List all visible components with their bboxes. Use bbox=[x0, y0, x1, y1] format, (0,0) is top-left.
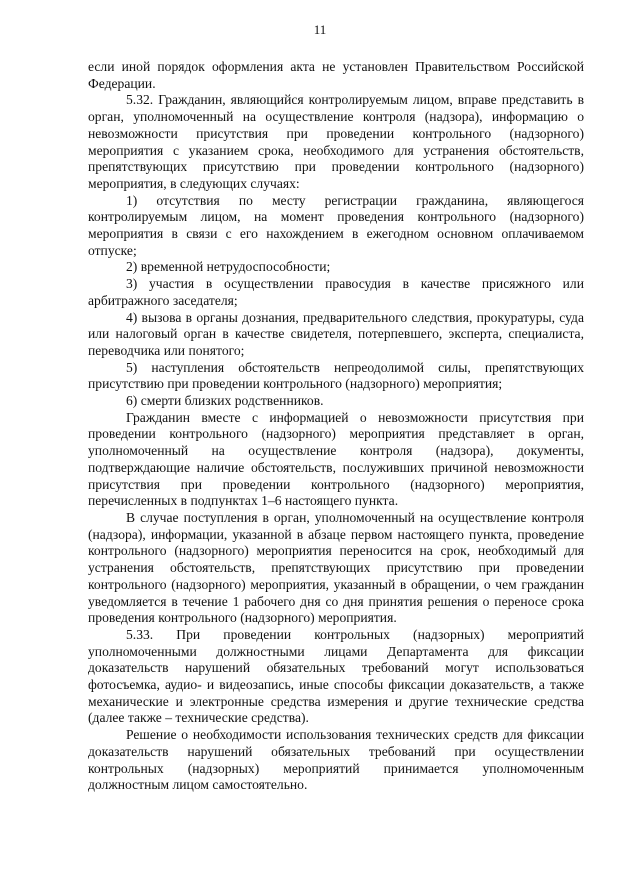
list-item-6: 6) смерти близких родственников. bbox=[126, 393, 324, 409]
paragraph-postponement: В случае поступления в орган, уполномоченный на осуществление контроля (надзора), информации, указанной в абзаце первом настоящего пункта, проведение контрольного (надзорного) мероприятия переносится на срок, необходимый для устранения обстоятельств, препятствующих присутствию при проведении контрольного (надзорного) мероприятия, указанный в обращении, о чем гражданин уведомляется в течение 1 рабочего дня со дня принятия решения о переносе срока проведения контрольного (надзорного) мероприятия. bbox=[88, 509, 584, 626]
page-number: 11 bbox=[313, 22, 327, 37]
list-item-3: 3) участия в осуществлении правосудия в качестве присяжного или арбитражного заседателя; bbox=[88, 276, 584, 308]
list-item-2: 2) временной нетрудоспособности; bbox=[126, 259, 331, 275]
list-item-4: 4) вызова в органы дознания, предварительного следствия, прокуратуры, суда или налоговый орган в качестве свидетеля, потерпевшего, эксперта, специалиста, переводчика или понятого; bbox=[88, 309, 584, 358]
document-body bbox=[88, 59, 584, 794]
paragraph-documents: Гражданин вместе с информацией о невозможности присутствия при проведении контрольного (надзорного) мероприятия представляет в орган, уполномоченный на осуществление контроля (надзора), документы, подтверждающие наличие обстоятельств, послуживших причиной невозможности присутствия при проведении контрольного (надзорного) мероприятия, перечисленных в подпунктах 1–6 настоящего пункта. bbox=[88, 409, 584, 509]
list-item-5: 5) наступления обстоятельств непреодолимой силы, препятствующих присутствию при проведении контрольного (надзорного) мероприятия; bbox=[88, 359, 584, 392]
paragraph-5-32: 5.32. Гражданин, являющийся контролируемым лицом, вправе представить в орган, уполномоченный на осуществление контроля (надзора), информацию о невозможности присутствия при проведении контрольного (надзорного) мероприятия с указанием срока, необходимого для устранения обстоятельств, препятствующих присутствию при проведении контрольного (надзорного) мероприятия, в следующих случаях: bbox=[88, 92, 584, 191]
list-item-1: 1) отсутствия по месту регистрации гражданина, являющегося контролируемым лицом, на момент проведения контрольного (надзорного) мероприятия в связи с его нахождением в ежегодном основном оплачиваемом отпуске; bbox=[88, 192, 584, 258]
paragraph-5-33: 5.33. При проведении контрольных (надзорных) мероприятий уполномоченными должностными лицами Департамента для фиксации доказательств нарушений обязательных требований могут использоваться фотосъемка, аудио- и видеозапись, иные способы фиксации доказательств, а также механические и электронные средства измерения и другие технические средства (далее также – технические средства). bbox=[88, 626, 584, 726]
paragraph-continuation: если иной порядок оформления акта не установлен Правительством Российской Федерации. bbox=[88, 59, 584, 91]
paragraph-technical-means-decision: Решение о необходимости использования технических средств для фиксации доказательств нарушений обязательных требований при осуществлении контрольных (надзорных) мероприятий принимается уполномоченным должностным лицом самостоятельно. bbox=[88, 727, 584, 793]
